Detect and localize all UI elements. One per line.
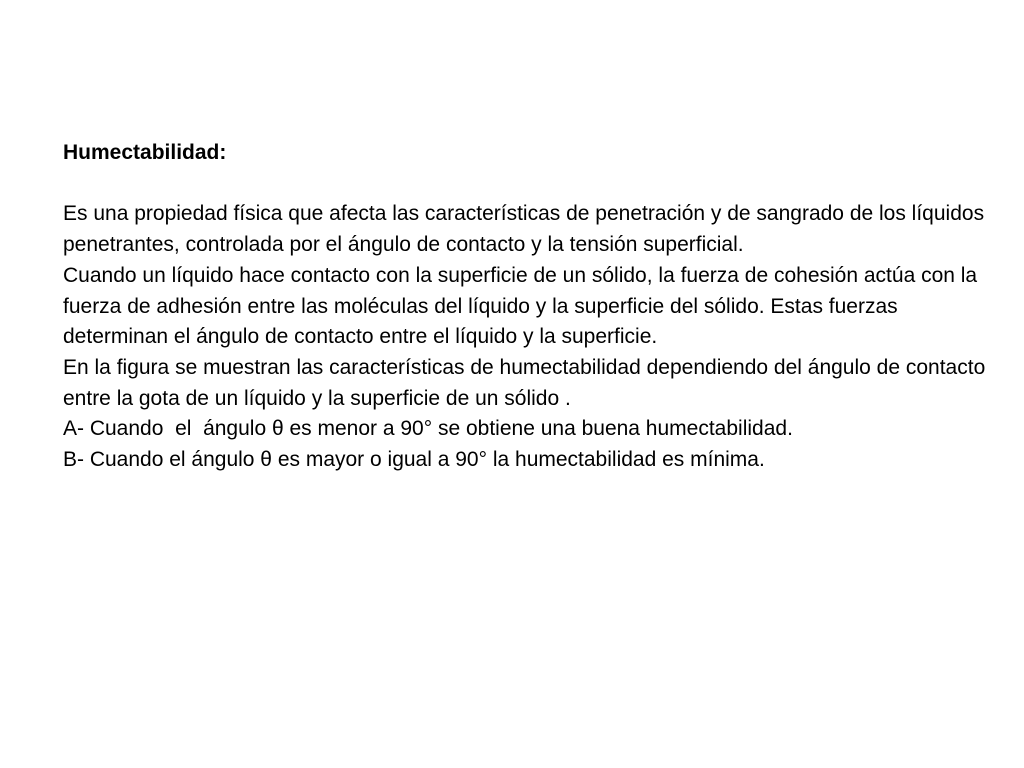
slide-title: Humectabilidad: — [63, 141, 227, 164]
paragraph-definition: Es una propiedad física que afecta las características de penetración y de sangrado de los líquidos penetrantes, controlada por el ángulo de contacto y la tensión superficial. — [63, 202, 990, 257]
paragraph-cohesion-adhesion: Cuando un líquido hace contacto con la superficie de un sólido, la fuerza de cohesión actúa con la fuerza de adhesión entre las moléculas del líquido y la superficie del sólido. Estas fuerzas determinan el ángulo de contacto entre el líquido y la superficie. — [63, 263, 983, 349]
paragraph-case-a: A- Cuando el ángulo θ es menor a 90° se obtiene una buena humectabilidad. — [63, 417, 793, 441]
paragraph-case-b: B- Cuando el ángulo θ es mayor o igual a 90° la humectabilidad es mínima. — [63, 448, 765, 472]
paragraph-figure-description: En la figura se muestran las características de humectabilidad dependiendo del ángulo de contacto entre la gota de un líquido y la superficie de un sólido . — [63, 355, 992, 410]
slide-content — [63, 138, 1003, 476]
spacer — [63, 169, 1003, 200]
